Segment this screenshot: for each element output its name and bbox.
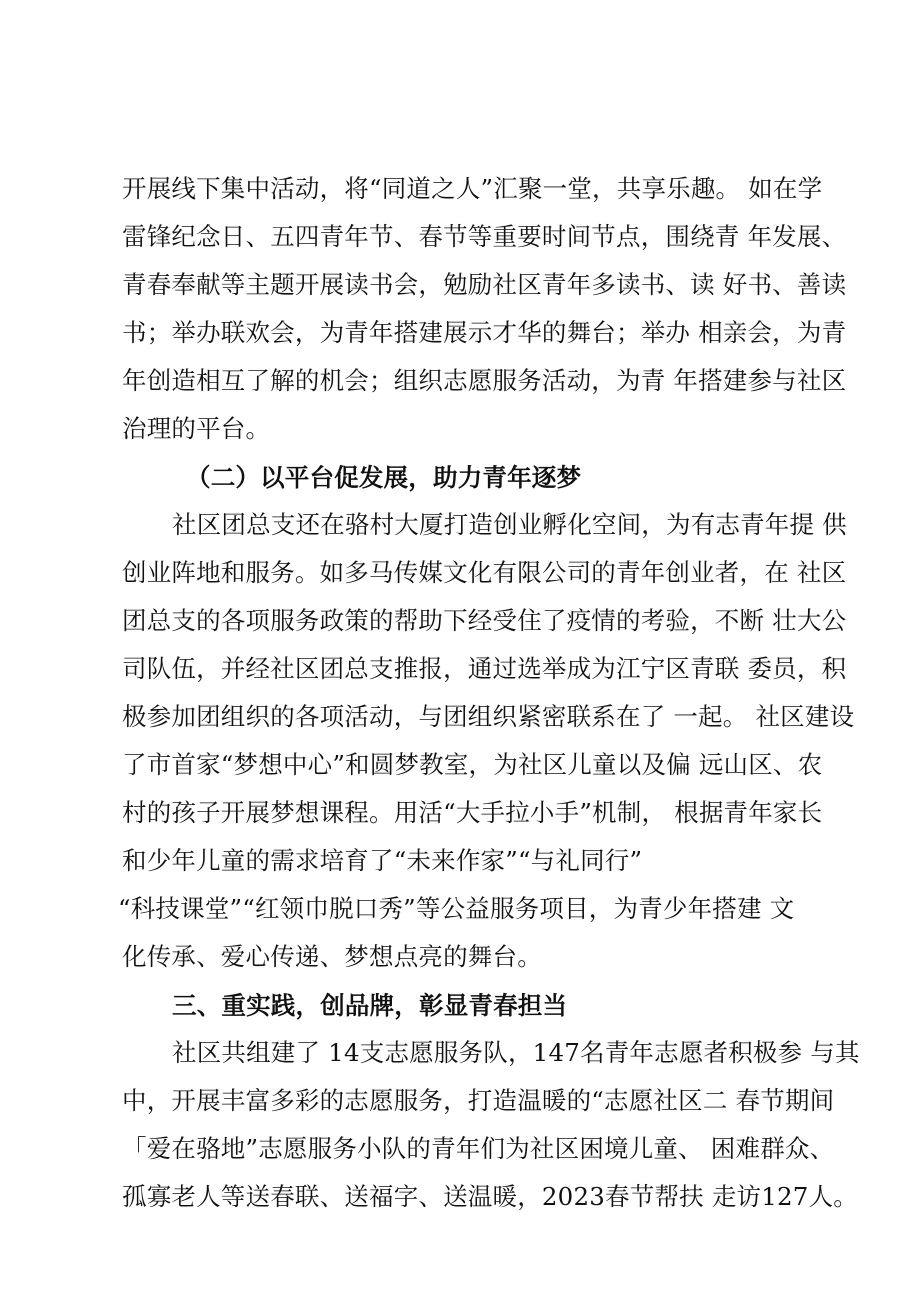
section-heading: （二）以平台促发展，助力青年逐梦 [186, 463, 582, 492]
paragraph-line: 「爱在骆地”志愿服务小队的青年们为社区困境儿童、 困难群众、 [122, 1134, 835, 1163]
paragraph-line: 开展线下集中活动，将“同道之人”汇聚一堂，共享乐趣。 如在学 [122, 174, 823, 203]
paragraph-line: 治理的平台。 [122, 414, 271, 443]
paragraph-line: “科技课堂”“红领巾脱口秀”等公益服务项目，为青少年搭建 文 [118, 894, 795, 923]
paragraph-line: 社区共组建了 14支志愿服务队，147名青年志愿者积极参 与其 [172, 1038, 860, 1067]
paragraph-line: 青春奉献等主题开展读书会，勉励社区青年多读书、读 好书、善读 [122, 270, 847, 299]
paragraph-line: 孤寡老人等送春联、送福字、送温暖，2023春节帮扶 走访127人。 [122, 1182, 858, 1211]
paragraph-line: 年创造相互了解的机会；组织志愿服务活动，为青 年搭建参与社区 [122, 366, 847, 395]
paragraph-line: 书；举办联欢会，为青年搭建展示才华的舞台；举办 相亲会，为青 [122, 318, 847, 347]
paragraph-line: 村的孩子开展梦想课程。用活“大手拉小手”机制， 根据青年家长 [122, 798, 823, 827]
paragraph-line: 社区团总支还在骆村大厦打造创业孵化空间，为有志青年提 供 [172, 510, 847, 539]
chapter-heading: 三、重实践，创品牌，彰显青春担当 [172, 991, 568, 1020]
paragraph-line: 和少年儿童的需求培育了“未来作家”“与礼同行” [122, 846, 643, 875]
paragraph-line: 司队伍，并经社区团总支推报，通过选举成为江宁区青联 委员，积 [122, 654, 847, 683]
paragraph-line: 中，开展丰富多彩的志愿服务，打造温暖的“志愿社区二 春节期间 [122, 1086, 835, 1115]
paragraph-line: 化传承、爱心传递、梦想点亮的舞台。 [122, 942, 542, 971]
paragraph-line: 创业阵地和服务。如多马传媒文化有限公司的青年创业者，在 社区 [122, 558, 847, 587]
paragraph-line: 团总支的各项服务政策的帮助下经受住了疫情的考验，不断 壮大公 [122, 606, 847, 635]
paragraph-line: 了市首家“梦想中心”和圆梦教室，为社区儿童以及偏 远山区、农 [122, 750, 823, 779]
paragraph-line: 极参加团组织的各项活动，与团组织紧密联系在了 一起。 社区建设 [122, 702, 855, 731]
paragraph-line: 雷锋纪念日、五四青年节、春节等重要时间节点，围绕青 年发展、 [122, 222, 847, 251]
